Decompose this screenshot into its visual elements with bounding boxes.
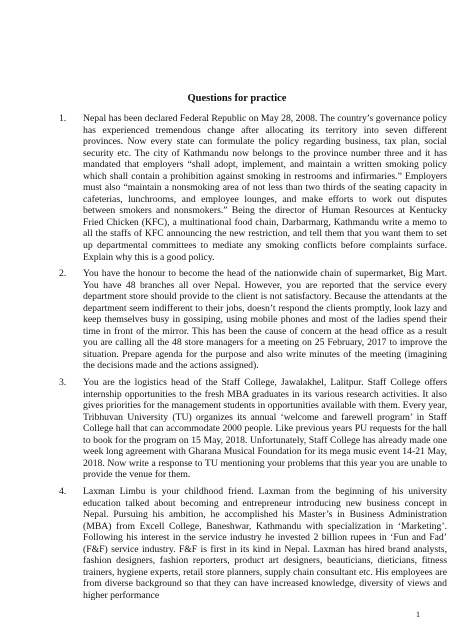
question-text: You are the logistics head of the Staff College, Jawalakhel, Lalitpur. Staff College offers internship opportunities to the fresh MBA graduates in its various research activities. It also gives priorities for the management students in opportunities available with them. Every year, Tribhuvan University (TU) organizes its annual ‘welcome and farewell program’ in Staff College hall that can accommodate 2000 people. Like previous years PU requests for the hall to book for the program on 15 May, 2018. Unfortunately, Staff College has already made one week long agreement with Gharana Musical Foundation for its mega music event 14-21 May, 2018. Now write a response to TU mentioning your problems that this year you are unable to provide the venue for them.: [83, 377, 447, 481]
page-title: Questions for practice: [187, 93, 287, 104]
question-text: Nepal has been declared Federal Republic on May 28, 2008. The country’s governance policy has experienced tremendous change after allocating its territory into seven different provinces. Now every state can formulate the policy regarding business, tax plan, social security etc. The city of Kathmandu now belongs to the province number three and it has mandated that employers “shall adopt, implement, and maintain a written smoking policy which shall contain a prohibition against smoking in restrooms and infirmaries.” Employers must also “maintain a nonsmoking area of not less than two thirds of the seating capacity in cafeterias, lunchrooms, and employee lounges, and make efforts to work out disputes between smokers and nonsmokers.” Being the director of Human Resources at Kentucky Fried Chicken (KFC), a multinational food chain, Darbarmarg, Kathmandu write a memo to all the staffs of KFC announcing the new restriction, and tell them that you want them to set up departmental committees to mediate any smoking conflicts before complaints surface. Explain why this is a good policy.: [83, 113, 447, 263]
question-text: Laxman Limbu is your childhood friend. Laxman from the beginning of his university education talked about becoming and entrepreneur introducing new business concept in Nepal. Pursuing his ambition, he accomplished his Master’s in Business Administration (MBA) from Excell College, Baneshwar, Kathmandu with specialization in ‘Marketing’. Following his interest in the service industry he invested 2 billion rupees in ‘Fun and Fad’ (F&F) service industry. F&F is first in its kind in Nepal. Laxman has hired brand analysts, fashion designers, fashion reporters, product art designers, beauticians, dieticians, fitness trainers, hygiene experts, retail store planners, supply chain consultant etc. His employees are from diverse background so that they can have increased knowledge, diversity of views and higher performance: [83, 486, 447, 601]
question-item: [59, 486, 447, 601]
question-item: [59, 113, 447, 263]
question-number: 1.: [59, 113, 67, 124]
question-text: You have the honour to become the head of the nationwide chain of supermarket, Big Mart. You have 48 branches all over Nepal. However, you are reported that the service every department store should provide to the client is not satisfactory. Because the attendants at the department seem indifferent to their jobs, doesn’t respond the clients promptly, look lazy and keep themselves busy in gossiping, using mobile phones and most of the ladies spend their time in front of the mirror. This has been the cause of concern at the head office as a result you are calling all the 48 store managers for a meeting on 25 February, 2017 to improve the situation. Prepare agenda for the purpose and also write minutes of the meeting (imagining the decisions made and the actions assigned).: [83, 268, 447, 372]
page-number: 1: [416, 610, 420, 619]
question-number: 4.: [59, 486, 67, 497]
question-item: [59, 268, 447, 372]
question-item: [59, 377, 447, 481]
question-number: 2.: [59, 268, 67, 279]
question-number: 3.: [59, 377, 67, 388]
